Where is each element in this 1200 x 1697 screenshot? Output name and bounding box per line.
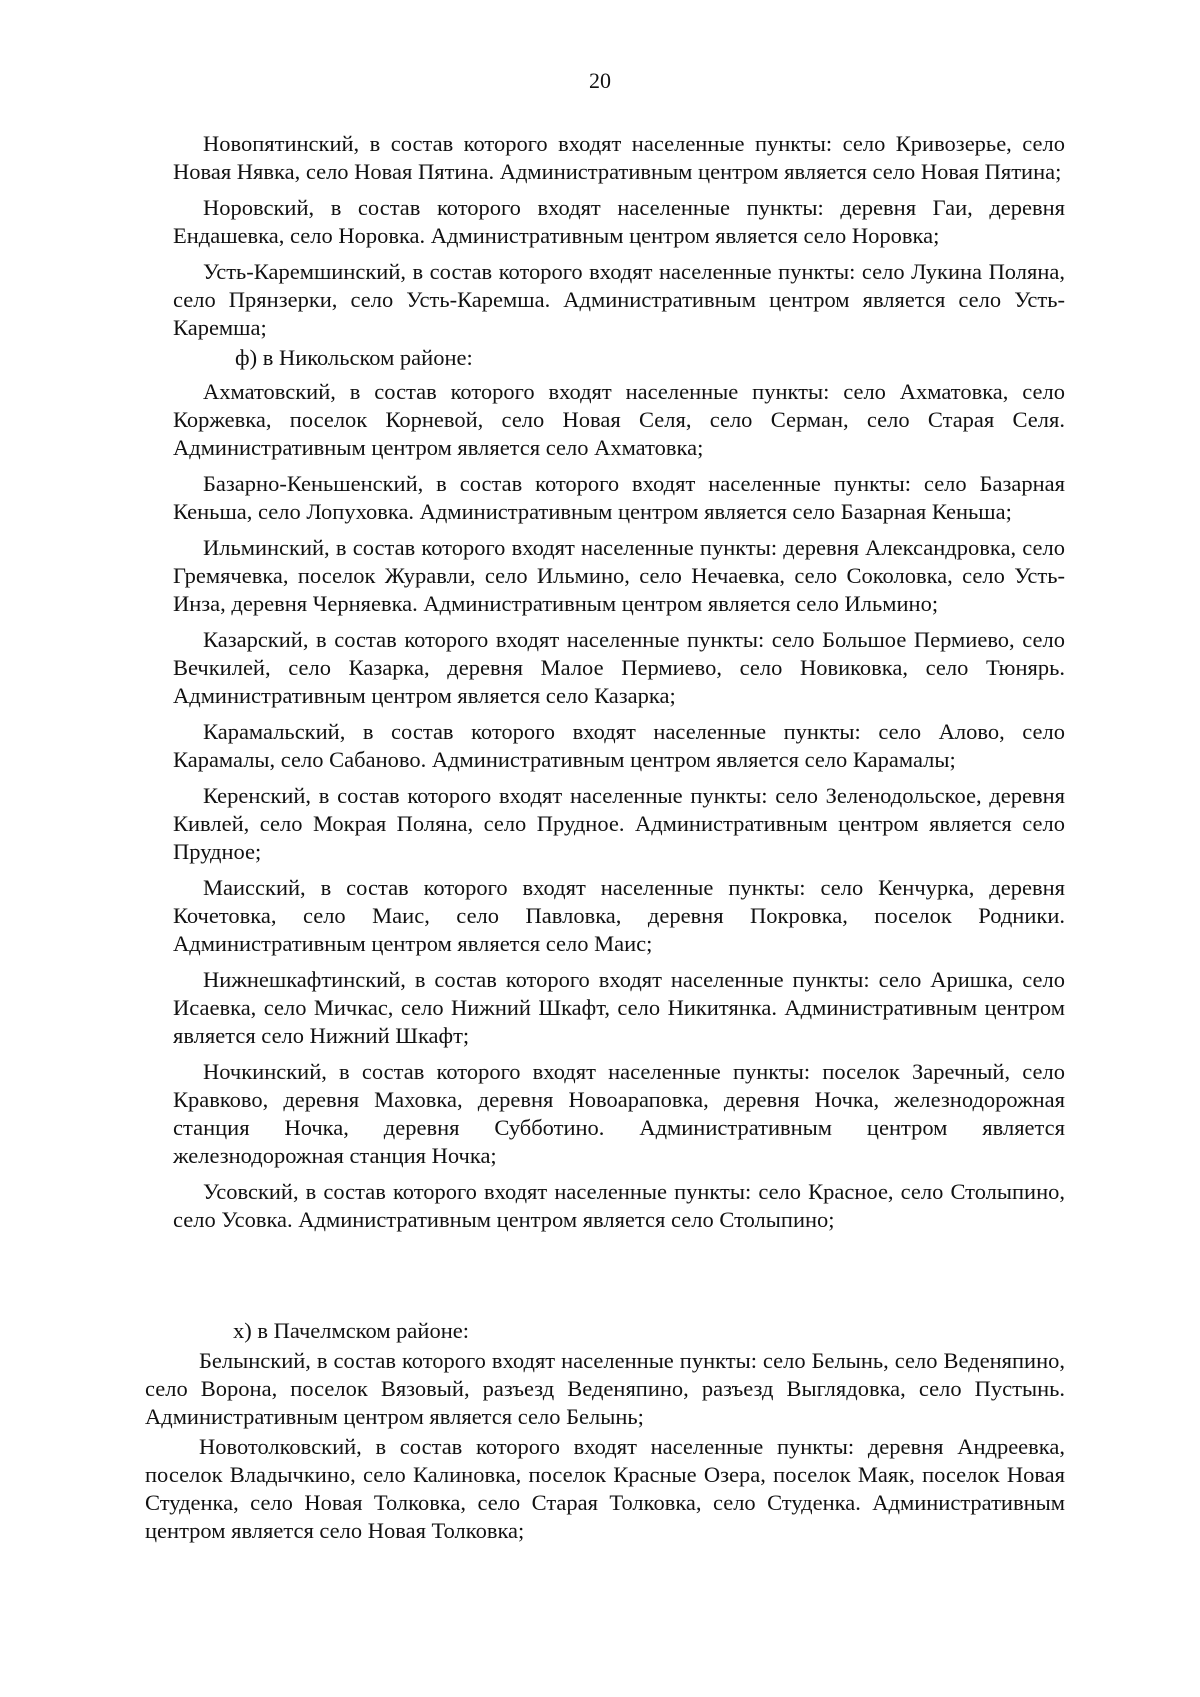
paragraph-kazarsky: Казарский, в состав которого входят населенные пункты: село Большое Пермиево, село Вечкилей, село Казарка, деревня Малое Пермиево, село Новиковка, село Тюнярь. Административным центром является село Казарка; <box>173 627 1065 708</box>
page-number: 20 <box>589 68 611 93</box>
document-body-lower <box>145 1317 1065 1547</box>
paragraph-maissky: Маисский, в состав которого входят населенные пункты: село Кенчурка, деревня Кочетовка, село Маис, село Павловка, деревня Покровка, поселок Родники. Административным центром является село Маис; <box>173 875 1065 956</box>
paragraph-novopyatinsky: Новопятинский, в состав которого входят населенные пункты: село Кривозерье, село Новая Нявка, село Новая Пятина. Административным центром является село Новая Пятина; <box>173 131 1065 184</box>
paragraph-ilminsky: Ильминский, в состав которого входят населенные пункты: деревня Александровка, село Гремячевка, поселок Журавли, село Ильмино, село Нечаевка, село Соколовка, село Усть-Инза, деревня Черняевка. Административным центром является село Ильмино; <box>173 535 1065 616</box>
paragraph-belynsky: Белынский, в состав которого входят населенные пункты: село Белынь, село Веденяпино, село Ворона, поселок Вязовый, разъезд Веденяпино, разъезд Выглядовка, село Пустынь. Административным центром является село Белынь; <box>145 1348 1065 1429</box>
paragraph-bazarno-kenshensky: Базарно-Кеньшенский, в состав которого входят населенные пункты: село Базарная Кеньша, село Лопуховка. Административным центром является село Базарная Кеньша; <box>173 471 1065 524</box>
paragraph-akhmatovsky: Ахматовский, в состав которого входят населенные пункты: село Ахматовка, село Коржевка, поселок Корневой, село Новая Селя, село Серман, село Старая Селя. Административным центром является село Ахматовка; <box>173 379 1065 460</box>
paragraph-novotolkovsky: Новотолковский, в состав которого входят населенные пункты: деревня Андреевка, поселок Владычкино, село Калиновка, поселок Красные Озера, поселок Маяк, поселок Новая Студенка, село Новая Толковка, село Старая Толковка, село Студенка. Административным центром является село Новая Толковка; <box>145 1434 1065 1543</box>
document-body-upper <box>173 130 1065 1236</box>
paragraph-karamalsky: Карамальский, в состав которого входят населенные пункты: село Алово, село Карамалы, село Сабаново. Административным центром является село Карамалы; <box>173 719 1065 772</box>
paragraph-nizhneshkaftinsky: Нижнешкафтинский, в состав которого входят населенные пункты: село Аришка, село Исаевка, село Мичкас, село Нижний Шкафт, село Никитянка. Административным центром является село Нижний Шкафт; <box>173 967 1065 1048</box>
section-heading-pachelmsky: х) в Пачелмском районе: <box>233 1318 469 1343</box>
paragraph-usovsky: Усовский, в состав которого входят населенные пункты: село Красное, село Столыпино, село Усовка. Административным центром является село Столыпино; <box>173 1179 1065 1232</box>
paragraph-nochkinsky: Ночкинский, в состав которого входят населенные пункты: поселок Заречный, село Кравково, деревня Маховка, деревня Новоараповка, деревня Ночка, железнодорожная станция Ночка, деревня Субботино. Административным центром является железнодорожная станция Ночка; <box>173 1059 1065 1168</box>
section-heading-nikolsky: ф) в Никольском районе: <box>235 345 473 370</box>
paragraph-ust-karemshinsky: Усть-Каремшинский, в состав которого входят населенные пункты: село Лукина Поляна, село Прянзерки, село Усть-Каремша. Административным центром является село Усть-Каремша; <box>173 259 1065 340</box>
paragraph-norovsky: Норовский, в состав которого входят населенные пункты: деревня Гаи, деревня Ендашевка, село Норовка. Административным центром является село Норовка; <box>173 195 1065 248</box>
paragraph-kerensky: Керенский, в состав которого входят населенные пункты: село Зеленодольское, деревня Кивлей, село Мокрая Поляна, село Прудное. Административным центром является село Прудное; <box>173 783 1065 864</box>
